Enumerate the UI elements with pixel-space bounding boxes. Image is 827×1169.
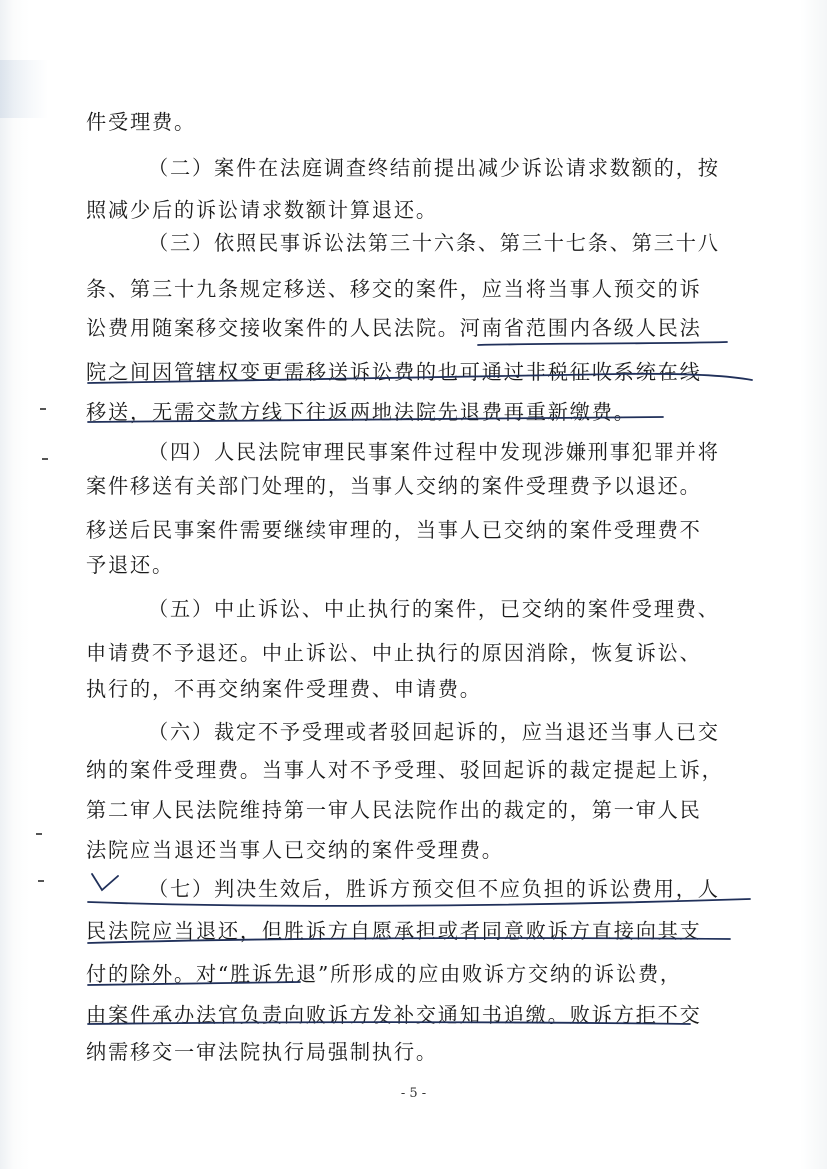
text-line: 纳需移交一审法院执行局强制执行。: [86, 1040, 438, 1064]
paragraph-2-line: （二）案件在法庭调查终结前提出减少诉讼请求数额的，按: [148, 156, 720, 180]
text-line: 申请费不予退还。中止诉讼、中止执行的原因消除，恢复诉讼、: [86, 641, 702, 665]
pen-underline: [478, 342, 727, 345]
text-line: 件受理费。: [86, 110, 196, 134]
text-line: 执行的，不再交纳案件受理费、申请费。: [86, 677, 482, 701]
text-line: 条、第三十九条规定移送、移交的案件，应当将当事人预交的诉: [86, 277, 702, 301]
text-line: 民法院应当退还，但胜诉方自愿承担或者同意败诉方直接向其支: [86, 919, 702, 943]
pen-underline: [88, 417, 663, 422]
text-line: 讼费用随案移交接收案件的人民法院。河南省范围内各级人民法: [86, 316, 702, 340]
paragraph-7-line: （七）判决生效后，胜诉方预交但不应负担的诉讼费用，人: [148, 877, 720, 901]
pen-underline: [88, 899, 750, 906]
paragraph-3-line: （三）依照民事诉讼法第三十六条、第三十七条、第三十八: [148, 231, 720, 255]
paragraph-4-line: （四）人民法院审理民事案件过程中发现涉嫌刑事犯罪并将: [148, 440, 720, 464]
text-line: 移送后民事案件需要继续审理的，当事人已交纳的案件受理费不: [86, 518, 702, 542]
text-line: 移送，无需交款方线下往返两地法院先退费再重新缴费。: [86, 400, 636, 424]
pen-underline: [88, 982, 300, 985]
text-line: 院之间因管辖权变更需移送诉讼费的也可通过非税征收系统在线: [86, 360, 702, 384]
text-line: 付的除外。对“胜诉先退”所形成的应由败诉方交纳的诉讼费，: [86, 962, 682, 986]
text-line: 纳的案件受理费。当事人对不予受理、驳回起诉的裁定提起上诉，: [86, 758, 724, 782]
text-line: 照减少后的诉讼请求数额计算退还。: [86, 198, 438, 222]
page-number: - 5 -: [400, 1086, 427, 1101]
text-line: 第二审人民法院维持第一审人民法院作出的裁定的，第一审人民: [86, 798, 702, 822]
text-line: 予退还。: [86, 553, 174, 577]
text-line: 案件移送有关部门处理的，当事人交纳的案件受理费予以退还。: [86, 474, 702, 498]
paragraph-5-line: （五）中止诉讼、中止执行的案件，已交纳的案件受理费、: [148, 597, 720, 621]
pen-underline: [92, 874, 118, 890]
pen-underline: [88, 938, 730, 943]
text-line: 由案件承办法官负责向败诉方发补交通知书追缴。败诉方拒不交: [86, 1003, 702, 1027]
text-line: 法院应当退还当事人已交纳的案件受理费。: [86, 838, 504, 862]
pen-underline: [88, 1022, 690, 1024]
pen-underline: [88, 374, 752, 383]
paragraph-6-line: （六）裁定不予受理或者驳回起诉的，应当退还当事人已交: [148, 720, 720, 744]
